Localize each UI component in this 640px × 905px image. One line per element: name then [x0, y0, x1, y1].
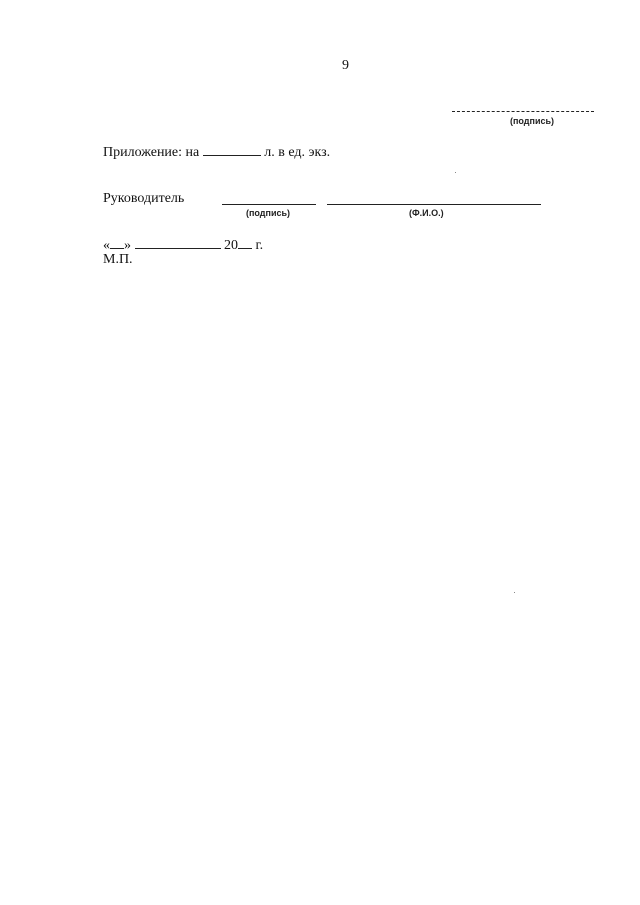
date-day-blank[interactable]: [110, 236, 124, 249]
date-close-quote: »: [124, 238, 131, 253]
head-name-line[interactable]: [327, 204, 541, 205]
head-label: Руководитель: [103, 191, 185, 206]
head-signature-caption: (подпись): [246, 208, 291, 218]
top-signature-caption: (подпись): [510, 116, 555, 126]
date-open-quote: «: [103, 238, 110, 253]
date-year-blank[interactable]: [238, 236, 252, 249]
stamp-place: М.П.: [103, 252, 133, 267]
top-signature-line: [452, 111, 594, 112]
head-signature-line[interactable]: [222, 204, 316, 205]
attachment-line: [103, 143, 330, 161]
date-year-suffix: г.: [255, 238, 264, 253]
attachment-suffix: л. в ед. экз.: [264, 145, 331, 160]
page-number: 9: [342, 58, 349, 73]
scan-speck: [514, 592, 515, 593]
date-month-blank[interactable]: [135, 236, 221, 249]
head-name-caption: (Ф.И.О.): [409, 208, 444, 218]
attachment-prefix: Приложение: на: [103, 145, 200, 160]
scan-speck: [455, 172, 456, 173]
attachment-pages-blank[interactable]: [203, 143, 261, 156]
date-year-prefix: 20: [224, 238, 238, 253]
